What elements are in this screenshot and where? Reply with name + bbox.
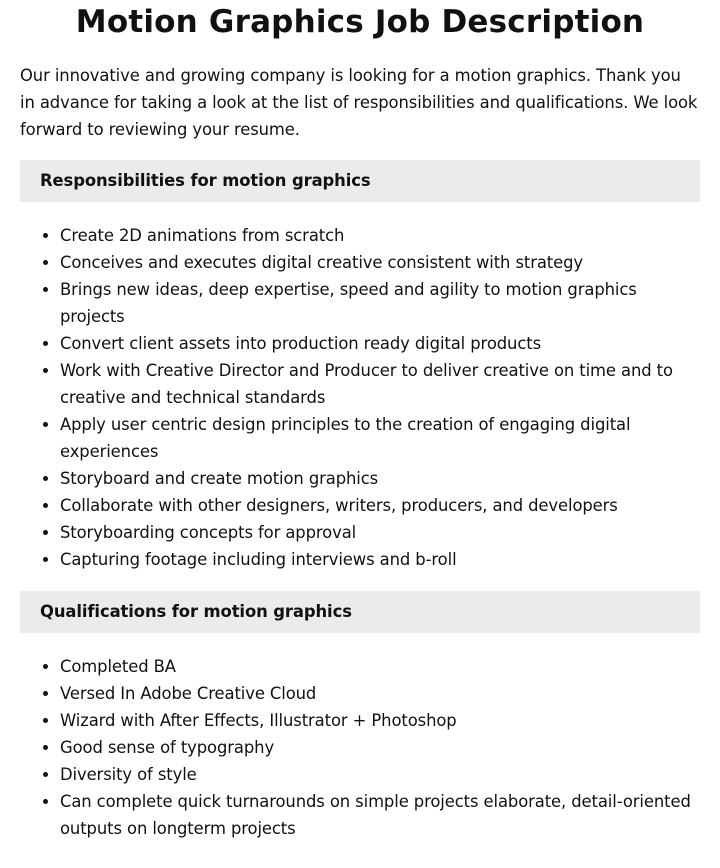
list-item: • Create 2D animations from scratch: [60, 222, 700, 249]
list-item: • Collaborate with other designers, writers, producers, and developers: [60, 492, 700, 519]
list-item: • Good sense of typography: [60, 734, 700, 761]
list-item: • Versed In Adobe Creative Cloud: [60, 680, 700, 707]
intro-paragraph: Our innovative and growing company is looking for a motion graphics. Thank you in advance for taking a look at the list of responsibilities and qualifications. We look forward to reviewing your resume.: [20, 66, 698, 139]
list-item: • Completed BA: [60, 653, 700, 680]
list-item: • Work with Creative Director and Producer to deliver creative on time and to creative and technical standards: [60, 357, 700, 411]
responsibilities-heading: Responsibilities for motion graphics: [20, 160, 700, 202]
qualifications-heading: Qualifications for motion graphics: [20, 591, 700, 633]
list-item: • Wizard with After Effects, Illustrator + Photoshop: [60, 707, 700, 734]
qualifications-list: [20, 653, 700, 842]
page-title: Motion Graphics Job Description: [75, 4, 645, 40]
list-item: • Can complete quick turnarounds on simple projects elaborate, detail-oriented outputs on longterm projects: [60, 788, 700, 842]
list-item: • Capturing footage including interviews and b-roll: [60, 546, 700, 573]
list-item: • Apply user centric design principles to the creation of engaging digital experiences: [60, 411, 700, 465]
list-item: • Diversity of style: [60, 761, 700, 788]
responsibilities-list: [20, 222, 700, 573]
list-item: • Storyboard and create motion graphics: [60, 465, 700, 492]
list-item: • Storyboarding concepts for approval: [60, 519, 700, 546]
list-item: • Conceives and executes digital creative consistent with strategy: [60, 249, 700, 276]
list-item: • Brings new ideas, deep expertise, speed and agility to motion graphics projects: [60, 276, 700, 330]
list-item: • Convert client assets into production ready digital products: [60, 330, 700, 357]
